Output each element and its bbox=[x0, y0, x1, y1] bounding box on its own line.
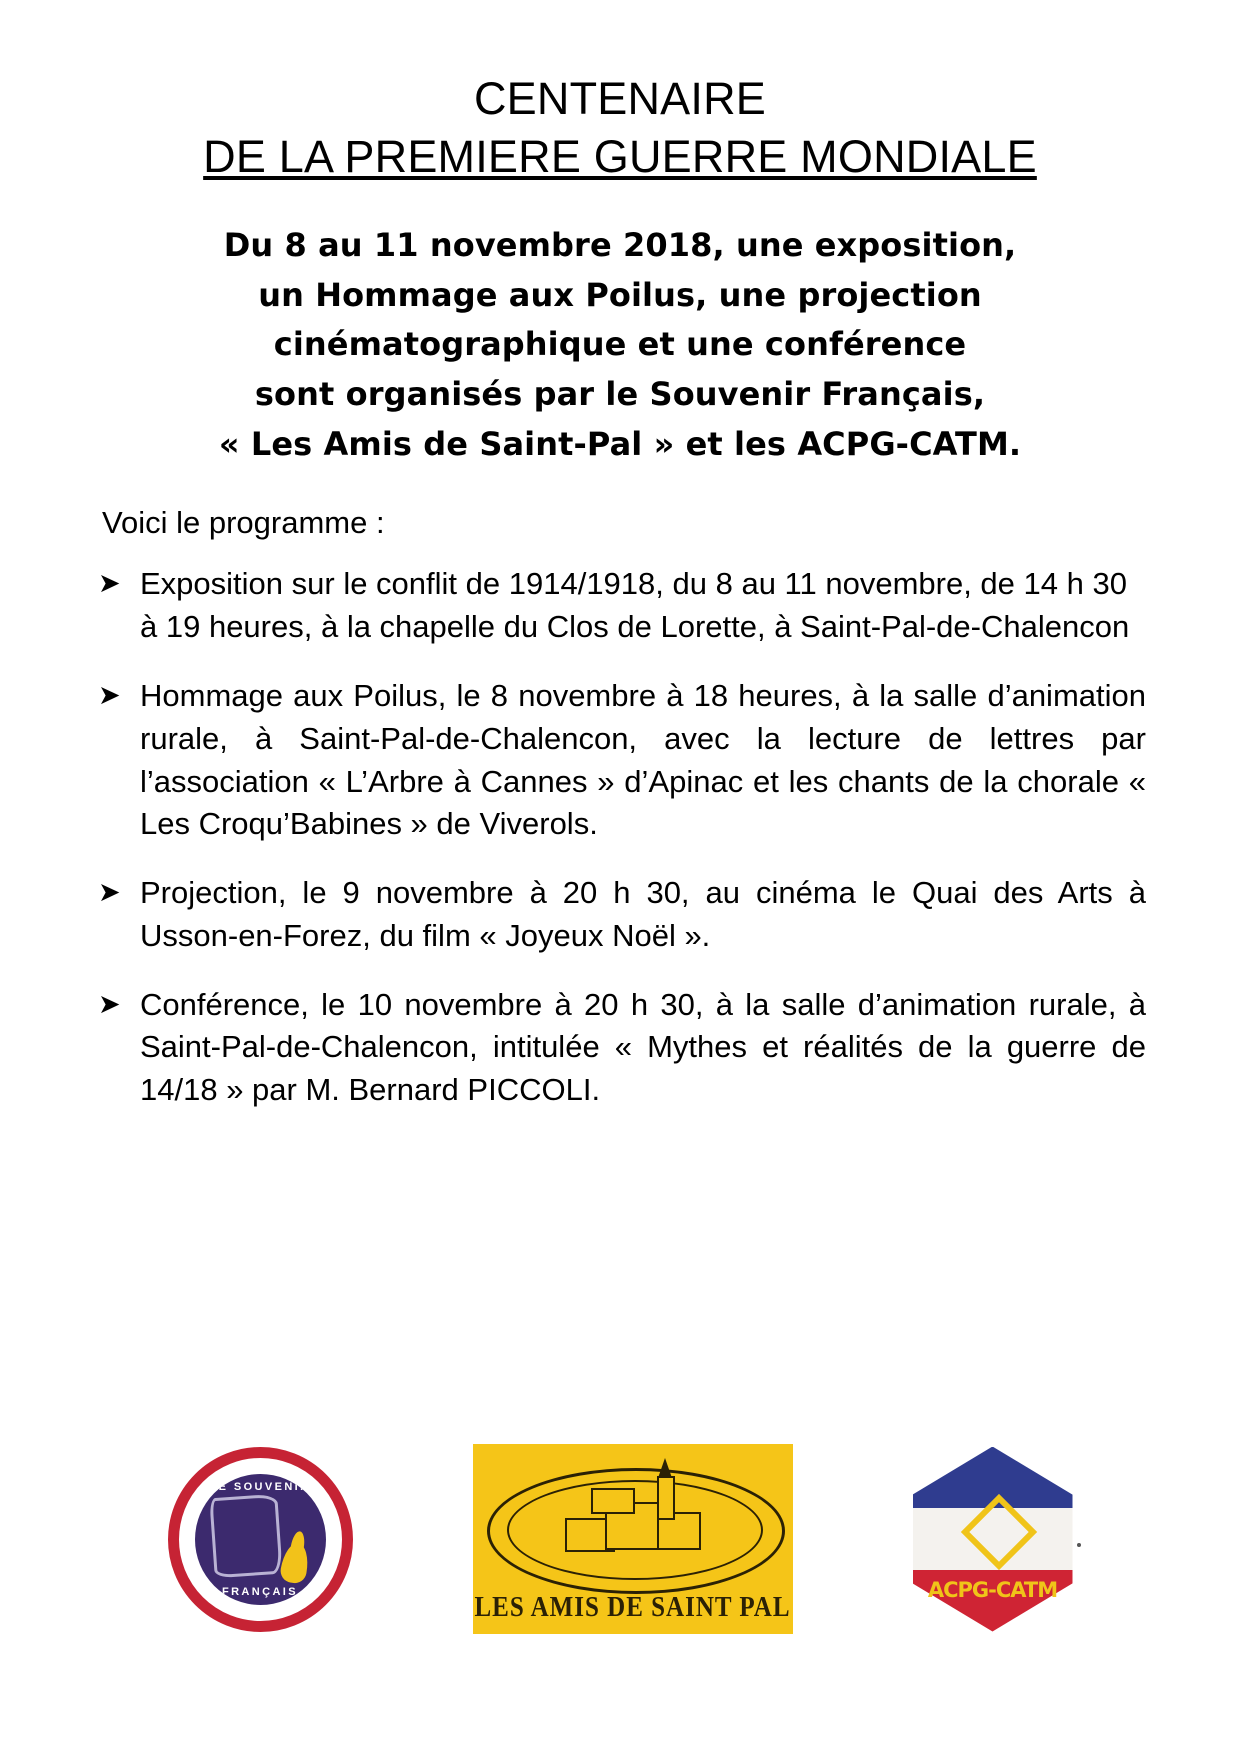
bullet-arrow-icon: ➤ bbox=[98, 679, 121, 710]
intro-line-2: un Hommage aux Poilus, une projection bbox=[258, 275, 982, 314]
church-spire-shape bbox=[658, 1458, 672, 1478]
souvenir-francais-text-top: LE SOUVENIR bbox=[209, 1480, 311, 1493]
bullet-arrow-icon: ➤ bbox=[98, 568, 121, 599]
building-shape-4 bbox=[591, 1488, 635, 1514]
intro-line-4: sont organisés par le Souvenir Français, bbox=[254, 374, 986, 413]
stray-dot-mark bbox=[1077, 1543, 1081, 1547]
intro-line-5: « Les Amis de Saint-Pal » et les ACPG-CATM. bbox=[218, 424, 1022, 463]
list-item bbox=[90, 563, 1150, 649]
souvenir-francais-text-bottom: FRANÇAIS bbox=[221, 1585, 299, 1598]
title-line-1: CENTENAIRE bbox=[473, 73, 767, 124]
list-item-text: Exposition sur le conflit de 1914/1918, du 8 au 11 novembre, de 14 h 30 à 19 heures, à la chapelle du Clos de Lorette, à Saint-Pal-de-Chalencon bbox=[140, 566, 1130, 645]
programme-lead: Voici le programme : bbox=[102, 505, 385, 541]
les-amis-de-saint-pal-logo bbox=[473, 1444, 793, 1634]
list-item bbox=[90, 675, 1150, 846]
souvenir-francais-logo bbox=[168, 1447, 353, 1632]
bullet-arrow-icon: ➤ bbox=[98, 877, 121, 908]
france-map-shape-icon bbox=[209, 1493, 282, 1578]
intro-line-1: Du 8 au 11 novembre 2018, une exposition, bbox=[223, 226, 1017, 265]
bullet-arrow-icon: ➤ bbox=[98, 988, 121, 1019]
list-item bbox=[90, 984, 1150, 1112]
programme-list bbox=[90, 563, 1150, 1111]
acpg-catm-logo bbox=[913, 1447, 1073, 1632]
church-tower-shape bbox=[657, 1476, 675, 1520]
list-item-text: Hommage aux Poilus, le 8 novembre à 18 heures, à la salle d’animation rurale, à Saint-Pal-de-Chalencon, avec la lecture de lettres par l’association « L’Arbre à Cannes » d’Apinac et les chants de la chorale « Les Croqu’Babines » de Viverols. bbox=[140, 677, 1146, 842]
intro-paragraph bbox=[90, 221, 1150, 469]
les-amis-caption: LES AMIS DE SAINT PAL bbox=[474, 1592, 791, 1623]
intro-line-3: cinématographique et une conférence bbox=[273, 325, 967, 364]
list-item-text: Conférence, le 10 novembre à 20 h 30, à la salle d’animation rurale, à Saint-Pal-de-Chalencon, intitulée « Mythes et réalités de la guerre de 14/18 » par M. Bernard PICCOLI. bbox=[140, 986, 1146, 1108]
list-item bbox=[90, 872, 1150, 958]
list-item-text: Projection, le 9 novembre à 20 h 30, au cinéma le Quai des Arts à Usson-en-Forez, du film « Joyeux Noël ». bbox=[140, 875, 1146, 953]
flame-icon bbox=[278, 1541, 311, 1585]
acpg-catm-text: ACPG-CATM bbox=[927, 1577, 1058, 1602]
logo-row bbox=[0, 1429, 1240, 1649]
village-drawing-icon bbox=[561, 1474, 711, 1556]
souvenir-francais-disc bbox=[195, 1474, 326, 1605]
title-line-2: DE LA PREMIERE GUERRE MONDIALE bbox=[203, 130, 1037, 182]
page-title bbox=[90, 70, 1150, 185]
